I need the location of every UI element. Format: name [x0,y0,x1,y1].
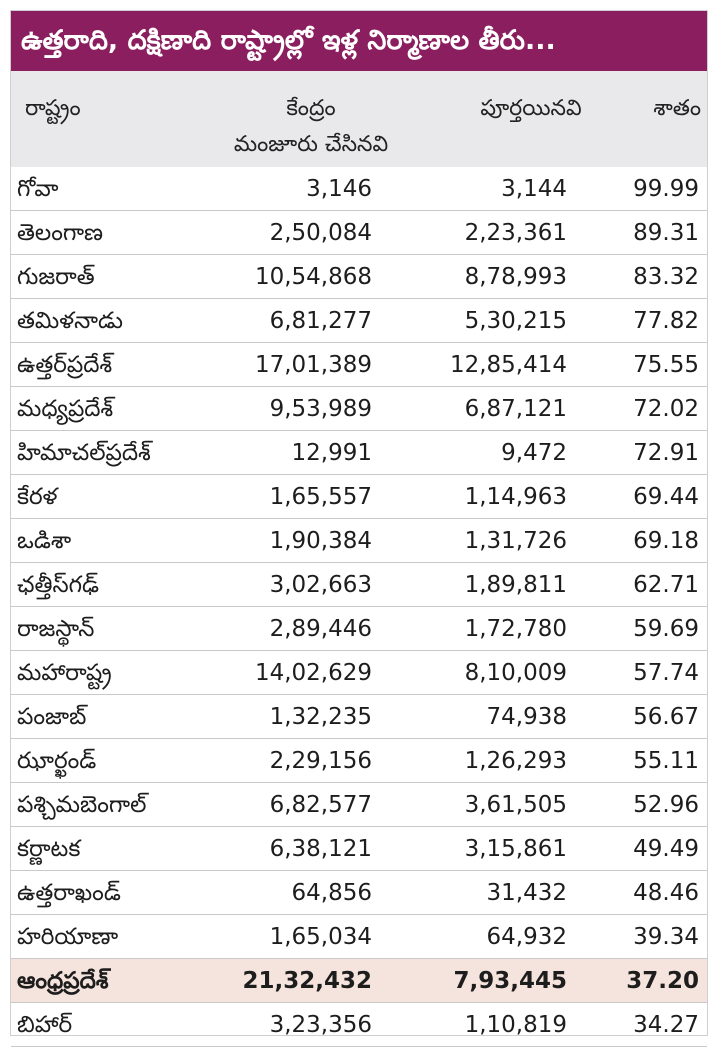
cell-state: ఉత్తర్‌ప్రదేశ్ [17,352,113,378]
cell-state: తమిళనాడు [17,308,123,334]
cell-state: హరియాణా [17,924,119,950]
cell-percent: 75.55 [633,352,699,378]
cell-sanctioned: 2,89,446 [269,616,372,642]
cell-percent: 34.27 [633,1012,699,1038]
table-row [11,1003,707,1047]
housing-table-card [10,10,708,1036]
cell-completed: 3,15,861 [464,836,567,862]
table-row [11,827,707,871]
header-state: రాష్ట్రం [25,96,81,121]
cell-state: ఉత్తరాఖండ్ [17,880,121,906]
cell-completed: 74,938 [486,704,567,730]
cell-percent: 57.74 [633,660,699,686]
cell-percent: 77.82 [633,308,699,334]
cell-sanctioned: 12,991 [291,440,372,466]
cell-completed: 9,472 [501,440,567,466]
cell-sanctioned: 14,02,629 [254,660,372,686]
table-row [11,211,707,255]
cell-percent: 55.11 [633,748,699,774]
table-row [11,343,707,387]
cell-percent: 72.91 [633,440,699,466]
cell-completed: 6,87,121 [464,396,567,422]
cell-percent: 89.31 [633,220,699,246]
cell-state: ఒడిశా [17,528,72,554]
cell-state: బిహార్ [17,1012,73,1038]
cell-percent: 69.44 [633,484,699,510]
table-row [11,299,707,343]
table-row [11,607,707,651]
cell-sanctioned: 1,65,034 [269,924,372,950]
cell-percent: 69.18 [633,528,699,554]
cell-sanctioned: 1,90,384 [269,528,372,554]
cell-completed: 8,78,993 [464,264,567,290]
table-row [11,563,707,607]
cell-completed: 1,26,293 [464,748,567,774]
cell-state: ఝార్ఖండ్ [17,748,97,774]
cell-completed: 2,23,361 [464,220,567,246]
cell-sanctioned: 2,29,156 [269,748,372,774]
header-sanctioned-line1: కేంద్రం [286,96,336,121]
table-row [11,739,707,783]
cell-percent: 37.20 [626,968,699,994]
cell-percent: 62.71 [633,572,699,598]
table-body [11,167,707,1047]
cell-state: గుజరాత్ [17,264,95,290]
cell-sanctioned: 10,54,868 [254,264,372,290]
cell-completed: 1,89,811 [464,572,567,598]
cell-percent: 99.99 [633,176,699,202]
cell-completed: 1,10,819 [464,1012,567,1038]
cell-sanctioned: 9,53,989 [269,396,372,422]
header-completed: పూర్తయినవి [480,96,582,121]
table-row [11,783,707,827]
cell-sanctioned: 3,146 [306,176,372,202]
table-row [11,167,707,211]
cell-sanctioned: 6,81,277 [269,308,372,334]
cell-percent: 52.96 [633,792,699,818]
header-sanctioned-line2: మంజూరు చేసినవి [233,132,389,157]
cell-sanctioned: 6,82,577 [269,792,372,818]
header-percent: శాతం [653,96,701,121]
table-row [11,651,707,695]
table-title: ఉత్తరాది, దక్షిణాది రాష్ట్రాల్లో ఇళ్ల నిర్మాణాల తీరు... [11,11,707,71]
cell-completed: 1,72,780 [464,616,567,642]
table-row [11,871,707,915]
cell-completed: 3,61,505 [464,792,567,818]
cell-sanctioned: 21,32,432 [242,968,372,994]
cell-completed: 12,85,414 [449,352,567,378]
cell-state: రాజస్థాన్ [17,616,95,642]
cell-state: గోవా [17,176,59,202]
cell-percent: 48.46 [633,880,699,906]
table-row [11,475,707,519]
table-row [11,431,707,475]
table-header [11,71,707,167]
cell-percent: 83.32 [633,264,699,290]
table-row [11,255,707,299]
cell-percent: 56.67 [633,704,699,730]
cell-completed: 64,932 [486,924,567,950]
table-row [11,387,707,431]
cell-state: తెలంగాణ [17,220,104,246]
cell-completed: 7,93,445 [453,968,567,994]
cell-sanctioned: 64,856 [291,880,372,906]
cell-state: కేరళ [17,484,58,510]
cell-percent: 39.34 [633,924,699,950]
cell-state: కర్ణాటక [17,836,81,862]
cell-state: పశ్చిమబెంగాల్ [17,792,147,818]
cell-sanctioned: 17,01,389 [254,352,372,378]
cell-state: ఛత్తీస్‌గఢ్ [17,572,100,598]
table-row [11,959,707,1003]
cell-completed: 31,432 [486,880,567,906]
cell-percent: 49.49 [633,836,699,862]
cell-completed: 5,30,215 [464,308,567,334]
cell-sanctioned: 6,38,121 [269,836,372,862]
cell-completed: 8,10,009 [464,660,567,686]
cell-sanctioned: 3,23,356 [269,1012,372,1038]
cell-sanctioned: 2,50,084 [269,220,372,246]
cell-percent: 72.02 [633,396,699,422]
cell-state: ఆంధ్రప్రదేశ్ [17,968,109,994]
cell-percent: 59.69 [633,616,699,642]
cell-state: మహారాష్ట్ర [17,660,112,686]
cell-sanctioned: 3,02,663 [269,572,372,598]
cell-completed: 1,31,726 [464,528,567,554]
table-row [11,915,707,959]
cell-state: హిమాచల్‌ప్రదేశ్ [17,440,151,466]
table-row [11,519,707,563]
cell-completed: 1,14,963 [464,484,567,510]
cell-completed: 3,144 [501,176,567,202]
cell-sanctioned: 1,32,235 [269,704,372,730]
cell-state: పంజాబ్ [17,704,87,730]
cell-sanctioned: 1,65,557 [269,484,372,510]
cell-state: మధ్యప్రదేశ్ [17,396,114,422]
table-row [11,695,707,739]
